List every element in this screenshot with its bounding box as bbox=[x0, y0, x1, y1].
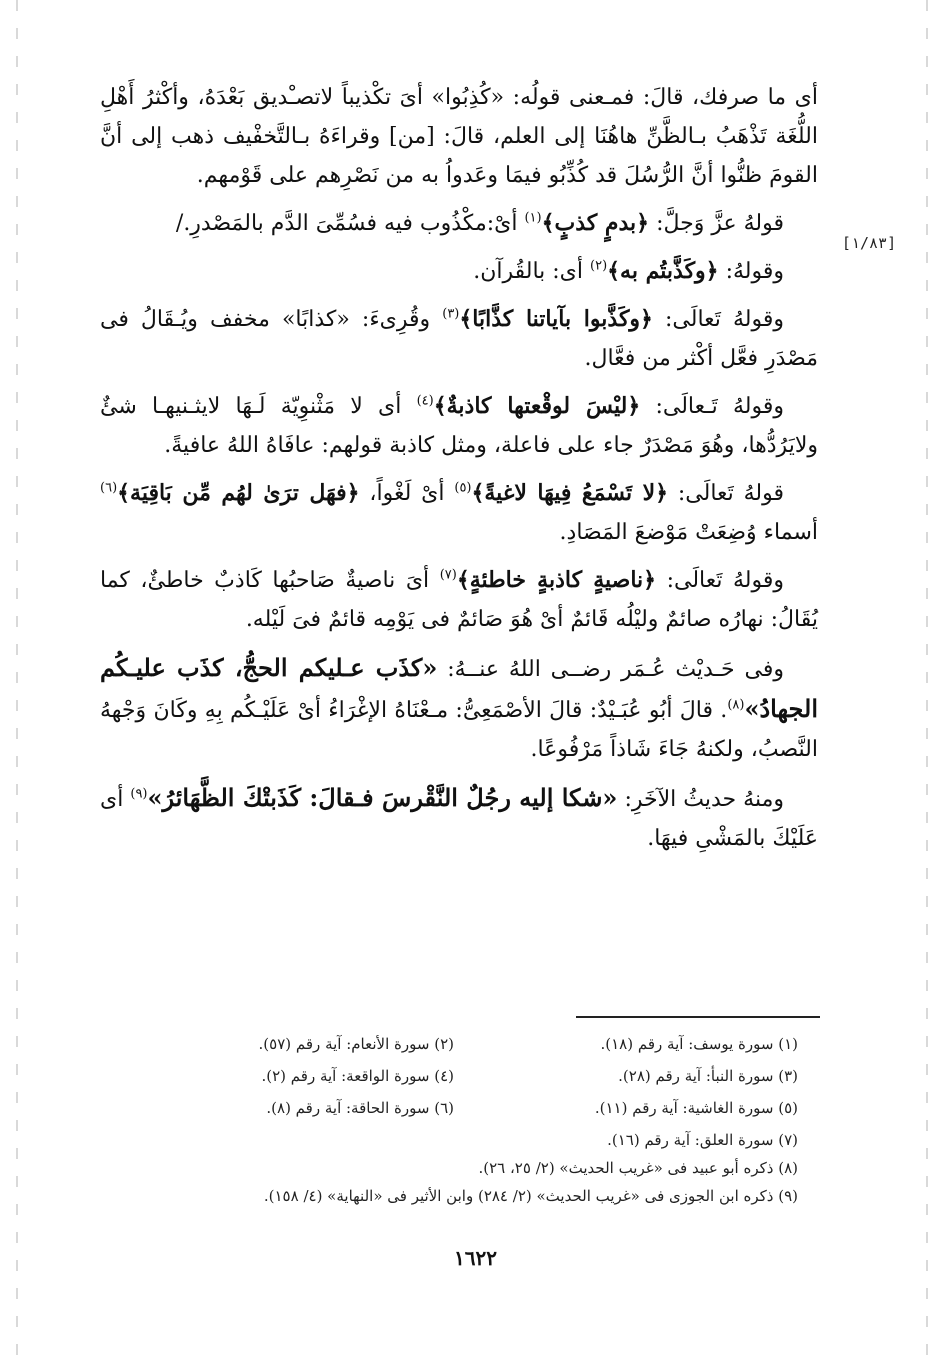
quran-quote: ﴿لا تَسْمَعُ فِيهَا لاغيةً﴾ bbox=[471, 480, 669, 506]
paragraph bbox=[100, 204, 818, 243]
scan-edge-right bbox=[926, 0, 928, 1360]
text-run: وقُرِىءَ: «كذابًا» مخفف ويُـقَالُ فى مَصْدَرِ فعَّل أكْثر من فعَّال. bbox=[100, 307, 818, 371]
scan-edge-left bbox=[16, 0, 18, 1360]
hadith-quote: «كذَب عـليكم الحجُّ، كذَب عليـكُم الجهادُ» bbox=[100, 653, 818, 723]
text-run: أىَ ناصيةٌ صَاحبُها كَاذبٌ خاطئٌ، كما يُقَالُ: نهارُه صائمٌ وليْلُه قَائمٌ أىْ هُوَ صَائمٌ فى يَوْمِه قائمٌ فىَ لَيْله. bbox=[100, 568, 818, 632]
text-run: ومنهُ حديثُ الآخَرِ: bbox=[617, 787, 785, 812]
quran-quote: ﴿فهَل ترَىٰ لهُم مِّن بَاقِيَة﴾ bbox=[117, 480, 360, 506]
text-run: أى عَلَيْكَ بالمَشْىِ فيهَا. bbox=[100, 787, 818, 851]
paragraph bbox=[100, 387, 818, 465]
hadith-quote: «شكا إليه رجُلٌ النَّقْرسَ فـقالَ: كَذَبتْكَ الظَّهَائرُ» bbox=[147, 783, 618, 812]
text-run: أى لا مَثْنوِيّة لَـهَا لايثـنيهـا شئٌ ولايَرُدُّها، وهُوَ مَصْدَرٌ جاء على فاعلة، ومثل كاذبة قولهم: عافَاهُ اللهُ عافيةً. bbox=[100, 394, 818, 458]
text-run: وقولهُ: bbox=[718, 259, 784, 284]
footnote-ref: (٤) bbox=[416, 393, 434, 409]
text-run: وقولهُ تَعالَى: bbox=[652, 307, 784, 332]
page-number: ١٦٢٢ bbox=[454, 1246, 497, 1270]
text-run: قولهُ عزَّ وَجلَّ: bbox=[649, 211, 784, 236]
footnote: (١) سورة يوسف: آية رقم (١٨). bbox=[600, 1035, 798, 1053]
text-run: قولهُ تَعالَى: bbox=[668, 481, 784, 506]
quran-quote: ﴿بدمٍ كذبٍ﴾ bbox=[541, 210, 650, 236]
text-run: أى: بالقُرآن. bbox=[473, 259, 591, 284]
footnote: (٢) سورة الأنعام: آية رقم (٥٧). bbox=[258, 1035, 454, 1053]
text-run: وقولهُ تَـعالَى: bbox=[640, 394, 785, 419]
footnote-ref: (٥) bbox=[454, 480, 472, 496]
main-text bbox=[100, 78, 818, 867]
footnote-separator bbox=[576, 1016, 820, 1018]
margin-reference: [١/٨٣] bbox=[841, 234, 897, 252]
footnote: (٦) سورة الحاقة: آية رقم (٨). bbox=[266, 1099, 454, 1117]
quran-quote: ﴿وكَذَّبوا بآياتنا كذَّابًا﴾ bbox=[459, 306, 653, 332]
text-run: أى ما صرفك، قالَ: فمـعنى قولُه: «كُذِبُوا» أىَ تكْذيباً لاتصـْديق بَعْدَهُ، وأكْثرُ أَهْلِ اللُّغَة تَذْهَبُ بـالظَّنِّ هاهُنَا إلى العلم، قالَ: [من] وقراءَهُ بـالتَّخفْيف ذهب إلى أنَّ القومَ ظنُّوا أنَّ الرُّسُلَ قد كُذِّبُو فيمَا وعَدواُ به من نَصْرِهم على قَوْمهم. bbox=[100, 85, 818, 188]
text-run: وقولهُ تَعالَى: bbox=[656, 568, 784, 593]
footnote: (٤) سورة الواقعة: آية رقم (٢). bbox=[261, 1067, 454, 1085]
text-run: أسماء وُضِعَتْ مَوْضعَ المَصَادِ. bbox=[559, 520, 818, 545]
paragraph bbox=[100, 78, 818, 195]
quran-quote: ﴿ليْسَ لوقْعتها كاذبةٌ﴾ bbox=[433, 393, 641, 419]
quran-quote: ﴿وكَذَّبتُم به﴾ bbox=[607, 258, 719, 284]
footnote: (٩) ذكره ابن الجوزى فى «غريب الحديث» (٢/ ٢٨٤) وابن الأثير فى «النهاية» (٤/ ١٥٨). bbox=[263, 1187, 798, 1205]
paragraph bbox=[100, 474, 818, 552]
footnote-grid bbox=[150, 1030, 798, 1154]
footnote: (٧) سورة العلق: آية رقم (١٦). bbox=[607, 1131, 798, 1149]
paragraph bbox=[100, 648, 818, 769]
footnote-ref: (١) bbox=[524, 210, 542, 226]
paragraph bbox=[100, 778, 818, 858]
footnote: (٣) سورة النبأ: آية رقم (٢٨). bbox=[618, 1067, 798, 1085]
footnote-ref: (٣) bbox=[442, 306, 460, 322]
footnote-ref: (٦) bbox=[100, 480, 118, 496]
footnote-ref: (٧) bbox=[439, 567, 457, 583]
text-run: أىْ:مكْذُوب فيه فسُمِّىَ الدَّم بالمَصْدرِ./ bbox=[175, 211, 525, 236]
quran-quote: ﴿ناصيةٍ كاذبةٍ خاطئةٍ﴾ bbox=[456, 567, 657, 593]
footnote-ref: (٨) bbox=[727, 697, 745, 713]
footnote: (٨) ذكره أبو عبيد فى «غريب الحديث» (٢/ ٢٥، ٢٦). bbox=[478, 1159, 798, 1177]
text-run: وفى حَـديْث عُـمَر رضــى اللهُ عنــهُ: bbox=[437, 657, 784, 682]
footnote: (٥) سورة الغاشية: آية رقم (١١). bbox=[594, 1099, 798, 1117]
paragraph bbox=[100, 252, 818, 291]
text-run: أىْ لَغْواً، bbox=[359, 481, 455, 506]
text-run: . قالَ أبُو عُبَـيْدٌ: قالَ الأصْمَعِىُّ: مـعْنَاهُ الإغْرَاءُ أىْ عَلَيْـكُم بِهِ وكَانَ وَجْههُ النَّصبُ، ولكنهُ جَاءَ شَاذاً مَرْفُوعًا. bbox=[100, 698, 818, 762]
paragraph bbox=[100, 561, 818, 639]
footnote-ref: (٩) bbox=[130, 786, 148, 802]
footnote-ref: (٢) bbox=[590, 258, 608, 274]
footnote-wide-list bbox=[150, 1154, 798, 1210]
footnotes bbox=[150, 1030, 798, 1210]
paragraph bbox=[100, 300, 818, 378]
